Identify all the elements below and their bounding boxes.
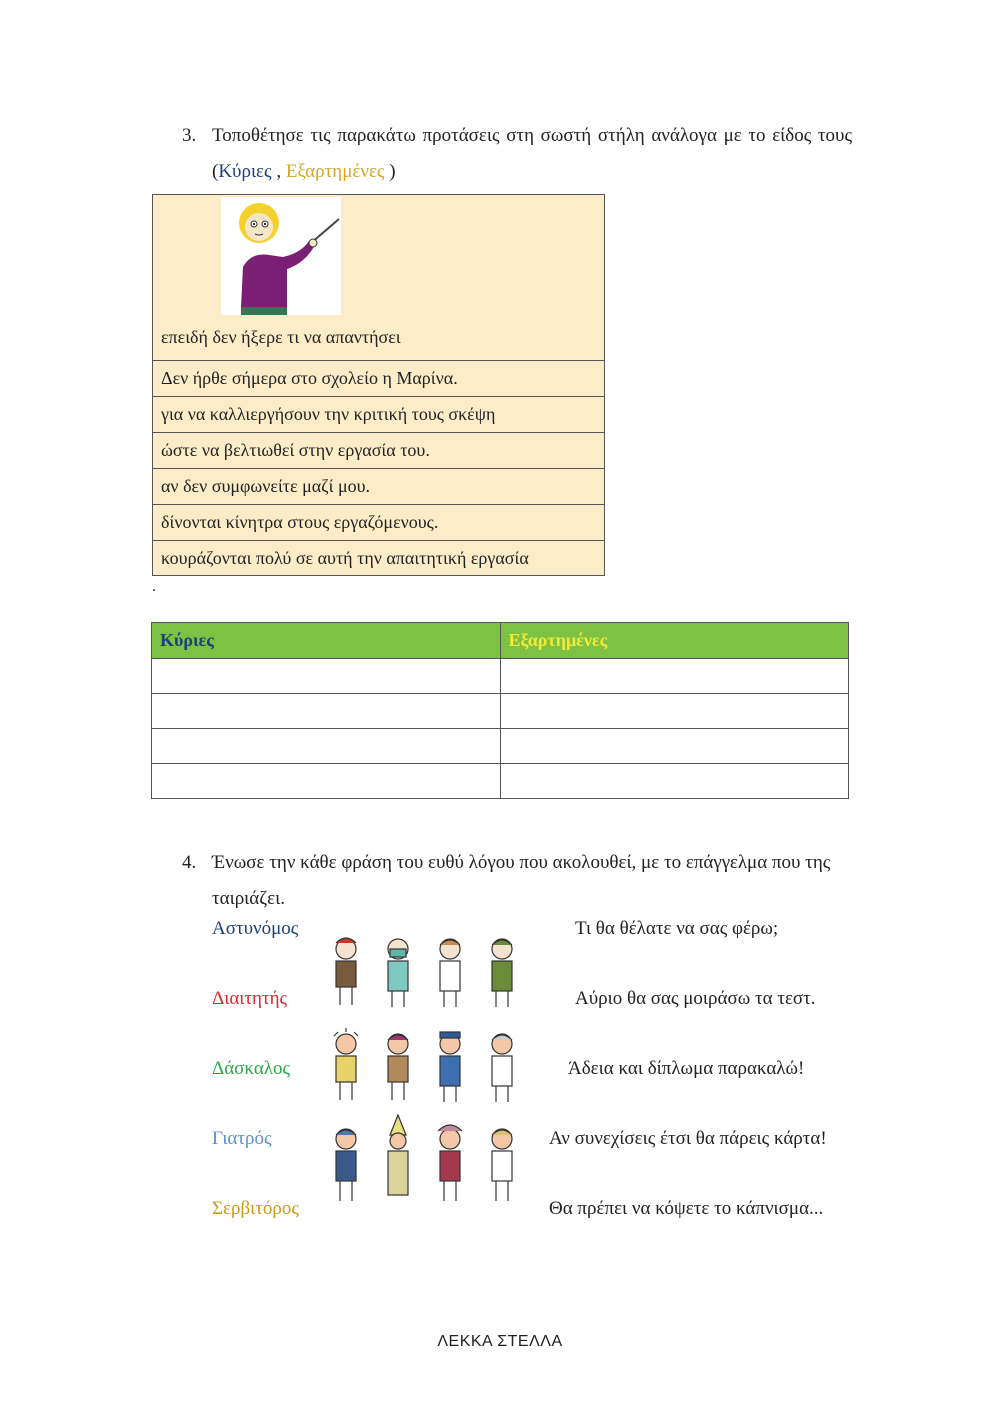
drop-cell[interactable] — [500, 729, 849, 764]
header-exartimenes: Εξαρτημένες — [500, 623, 849, 659]
profession-label[interactable]: Σερβιτόρος — [212, 1198, 299, 1219]
phrase-text[interactable]: Αύριο θα σας μοιράσω τα τεστ. — [575, 988, 816, 1009]
table-row — [152, 764, 849, 799]
sentences-box — [152, 194, 605, 576]
profession-label[interactable]: Δάσκαλος — [212, 1058, 291, 1079]
teacher-illustration — [221, 197, 341, 315]
sorting-table — [151, 622, 849, 799]
profession-label[interactable]: Αστυνόμος — [212, 918, 299, 939]
phrase-text[interactable]: Αν συνεχίσεις έτσι θα πάρεις κάρτα! — [549, 1128, 827, 1149]
drop-cell[interactable] — [152, 764, 501, 799]
phrase-text[interactable]: Θα πρέπει να κόψετε το κάπνισμα... — [549, 1198, 824, 1219]
drop-cell[interactable] — [152, 729, 501, 764]
sentence-row: κουράζονται πολύ σε αυτή την απαιτητική εργασία — [161, 548, 529, 568]
header-kyries: Κύριες — [152, 623, 501, 659]
professions-illustration — [318, 930, 536, 1220]
exartimenes-word: Εξαρτημένες — [285, 161, 385, 182]
drop-cell[interactable] — [152, 694, 501, 729]
profession-label[interactable]: Γιατρός — [212, 1128, 272, 1149]
profession-label[interactable]: Διαιτητής — [212, 988, 288, 1009]
drop-cell[interactable] — [500, 764, 849, 799]
question-number: 4. — [182, 852, 197, 873]
phrase-text[interactable]: Τι θα θέλατε να σας φέρω; — [575, 918, 779, 939]
sentence-row — [153, 195, 604, 361]
question-4 — [182, 845, 852, 917]
question-3 — [182, 118, 852, 190]
sentence-row: ώστε να βελτιωθεί στην εργασία του. — [153, 433, 604, 469]
sentence-text: επειδή δεν ήξερε τι να απαντήσει — [161, 327, 401, 347]
table-header-row — [152, 623, 849, 659]
drop-cell[interactable] — [500, 659, 849, 694]
separator: , — [271, 161, 286, 182]
drop-cell[interactable] — [500, 694, 849, 729]
sentence-row: αν δεν συμφωνείτε μαζί μου. — [153, 469, 604, 505]
sentence-row: Δεν ήρθε σήμερα στο σχολείο η Μαρίνα. — [153, 361, 604, 397]
close-paren: ) — [384, 161, 396, 182]
table-row — [152, 659, 849, 694]
question-text-main: Τοποθέτησε τις παρακάτω προτάσεις στη σωστή στήλη ανάλογα με το είδος τους ( — [212, 125, 852, 182]
stray-dot: . — [152, 578, 156, 595]
question-text: Ένωσε την κάθε φράση του ευθύ λόγου που ακολουθεί, με το επάγγελμα που της ταιριάζει. — [212, 852, 831, 909]
table-row — [152, 694, 849, 729]
author-footer: ΛΕΚΚΑ ΣΤΕΛΛΑ — [437, 1333, 563, 1350]
sentence-row: δίνονται κίνητρα στους εργαζόμενους. — [153, 505, 604, 541]
drop-cell[interactable] — [152, 659, 501, 694]
phrase-text[interactable]: Άδεια και δίπλωμα παρακαλώ! — [568, 1058, 805, 1079]
kyries-word: Κύριες — [218, 161, 272, 182]
sentence-row: για να καλλιεργήσουν την κριτική τους σκέψη — [153, 397, 604, 433]
question-number: 3. — [182, 125, 197, 146]
table-row — [152, 729, 849, 764]
question-text — [212, 118, 852, 190]
